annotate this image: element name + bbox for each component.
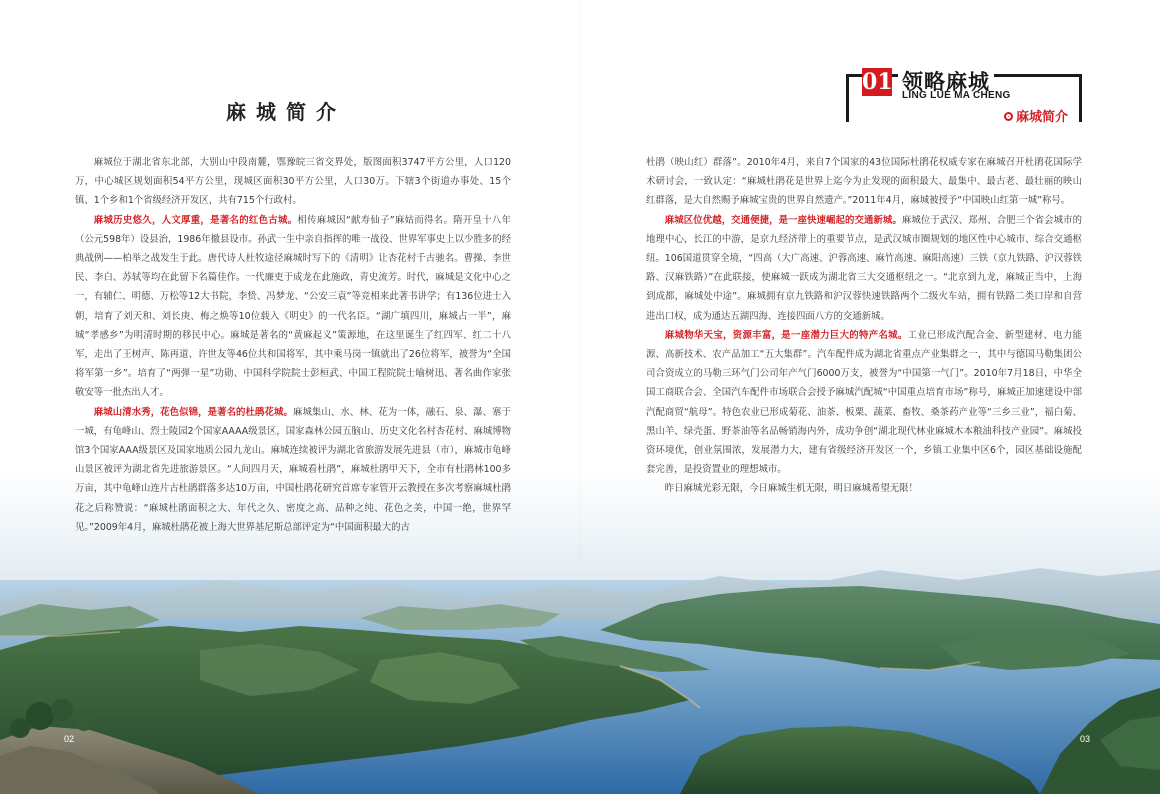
paragraph — [646, 211, 1082, 326]
paragraph — [646, 326, 1082, 480]
article-title: 麻城简介 — [226, 100, 346, 124]
section-subtitle: 麻城简介 — [1016, 110, 1069, 125]
target-circle-icon — [1004, 112, 1013, 121]
paragraph: 昨日麻城光彩无限，今日麻城生机无限，明日麻城希望无限！ — [664, 483, 918, 495]
lake-landscape-photo — [0, 540, 1160, 794]
highlight-text: 麻城山清水秀，花色似锦，是著名的杜鹃花城。 — [93, 406, 293, 418]
paragraph-text: 麻城集山、水、林、花为一体，融石、泉、瀑、寨于一城，有龟峰山、烈士陵园2个国家AAAA级景区，国家森林公园五脑山、历史文化名村杏花村、麻城博物馆3个国家AAA级景区及国家地质公园九龙山。麻城连续被评为湖北省旅游发展先进县（市），麻城市龟峰山景区被评为湖北省先进旅游景区。“人间四月天，麻城看杜鹃”，麻城杜鹃甲天下，全市有杜鹃林100多万亩，其中龟峰山连片古杜鹃群落多达10万亩，中国杜鹃花研究首席专家管开云教授在多次考察麻城杜鹃花之后称赞说：“麻城杜鹃面积之大、年代之久、密度之高、品种之纯、花色之美，中国一绝，世界罕见。”2009年4月，麻城杜鹃花被上海大世界基尼斯总部评定为“中国面积最大的古 — [75, 406, 511, 533]
right-text-column — [646, 153, 1082, 499]
highlight-text: 麻城区位优越，交通便捷，是一座快速崛起的交通新城。 — [664, 214, 902, 226]
section-number: 01 — [862, 69, 893, 95]
paragraph-text: 相传麻城因“献寿仙子”麻姑而得名。隋开皇十八年（公元598年）设县治，1986年撤县设市。孙武一生中亲自指挥的唯一战役、世界军事史上以少胜多的经典战例——柏举之战发生于此。唐代诗人杜牧途径麻城时写下的《清明》让杏花村千古驰名。曹操、李世民、李白、苏轼等均在此留下名篇佳作。一代廉吏于成龙在此施政，青史流芳。时代，麻城是文化中心之一，有辅仁、明德、万松等12大书院，李贽、冯梦龙、“公安三袁”等竞相来此著书讲学；有136位进士入朝，培育了刘天和、刘长庚、梅之焕等10位载入《明史》的一代名臣。“湖广填四川，麻城占一半”，麻城“孝感乡”为明清时期的移民中心。麻城是著名的“黄麻起义”策源地，在这里诞生了红四军、红二十八军，走出了王树声、陈再道、许世友等46位共和国将军，其中乘马岗一镇就出了26位将军，被誉为“全国将军第一乡”。培育了“两弹一星”功勋、中国科学院院士彭桓武、中国工程院院士喻树迅、著名曲作家张敬安等一批杰出人才。 — [75, 214, 511, 399]
paragraph: 麻城位于湖北省东北部，大别山中段南麓，鄂豫皖三省交界处，版图面积3747平方公里，人口120万，中心城区规划面积54平方公里，现城区面积30平方公里，人口30万。下辖3个街道办事处、15个镇、1个乡和1个省级经济开发区，共有715个行政村。 — [75, 157, 511, 207]
page-number-left: 02 — [64, 734, 75, 744]
paragraph: 杜鹃（映山红）群落”。2010年4月，来自7个国家的43位国际杜鹃花权威专家在麻城召开杜鹃花国际学术研讨会，一致认定：“麻城杜鹃花是世界上迄今为止发现的面积最大、最集中、最古老、最壮丽的映山红群落，是大自然赐予麻城宝贵的世界自然遗产。”2011年4月，麻城被授予“中国映山红第一城”称号。 — [646, 157, 1082, 207]
highlight-text: 麻城物华天宝，资源丰富，是一座潜力巨大的特产名城。 — [664, 329, 908, 341]
left-text-column — [75, 153, 511, 537]
highlight-text: 麻城历史悠久，人文厚重，是著名的红色古城。 — [93, 214, 298, 226]
paragraph — [75, 403, 511, 537]
section-subtitle-wrap — [1002, 106, 1070, 125]
page-number-right: 03 — [1080, 734, 1091, 744]
section-title: 领略麻城 — [898, 66, 994, 96]
paragraph-text: 麻城位于武汉、郑州、合肥三个省会城市的地理中心，长江的中游，是京九经济带上的重要节点，是武汉城市圈规划的地区性中心城市、综合交通枢纽。106国道贯穿全境，“四高（大广高速、沪蓉高速、麻竹高速、麻阳高速）三铁（京九铁路、沪汉蓉铁路、汉麻铁路）”在此联接，使麻城一跃成为湖北省三大交通枢纽之一。“北京到九龙，麻城正当中，上海到成都，麻城处中途”。麻城拥有京九铁路和沪汉蓉快速铁路两个二级火车站，拥有铁路二类口岸和自营进出口权，成为通达五湖四海、连接四面八方的交通新城。 — [646, 214, 1082, 322]
section-header — [846, 66, 1084, 130]
page-spine — [579, 0, 581, 560]
section-title-pinyin: LING LUE MA CHENG — [902, 90, 1011, 101]
paragraph — [75, 211, 511, 403]
paragraph-text: 工业已形成汽配合金、新型建材、电力能源、高新技术、农产品加工“五大集群”。汽车配件成为湖北省重点产业集群之一，其中与德国马勒集团公司合资成立的马勒三环气门公司年产气门6000万支，被誉为“中国第一气门”。2010年7月18日，中华全国工商联合会、全国汽车配件市场联合会授予麻城汽配城“中国重点培育市场”称号，麻城正加速建设中部汽配商贸“航母”。特色农业已形成菊花、油茶、板栗、蔬菜、畜牧、桑茶药产业等“三乡三业”，福白菊、黑山羊、绿壳蛋、野茶油等名品畅销海内外，成功争创“湖北现代林业麻城木本粮油科技产业园”。麻城投资环境优，创业氛围浓，发展潜力大，建有省级经济开发区一个，乡镇工业集中区6个，园区基础设施配套完善，是投资置业的理想城市。 — [646, 329, 1082, 476]
